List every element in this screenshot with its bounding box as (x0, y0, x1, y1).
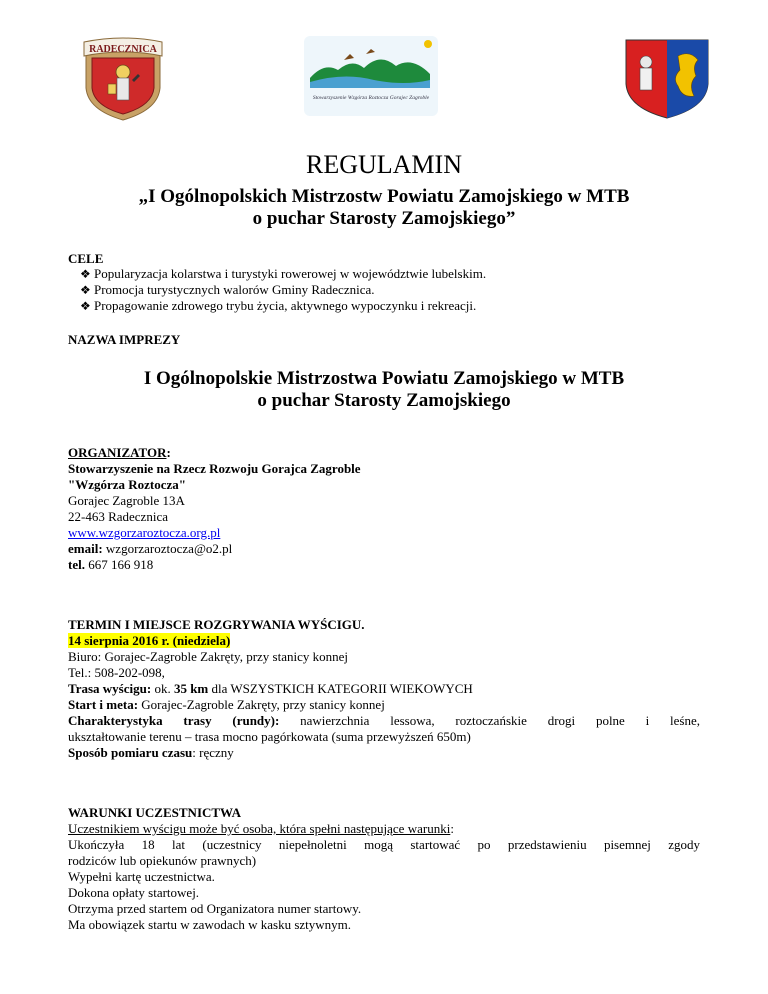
trasa-post: dla WSZYSTKICH KATEGORII WIEKOWYCH (208, 681, 473, 696)
crest-text: RADECZNICA (89, 44, 157, 55)
organizator-address1: Gorajec Zagroble 13A (68, 493, 185, 508)
cele-item (80, 266, 486, 282)
cele-item-text: Propagowanie zdrowego trybu życia, aktywnego wypoczynku i rekreacji. (94, 298, 477, 313)
start-label: Start i meta: (68, 697, 139, 712)
center-logo-text: Stowarzyszenie Wzgórza Roztocza Gorajec Zagroble (312, 95, 430, 101)
diamond-bullet-icon: ❖ (80, 299, 91, 313)
termin-heading: TERMIN I MIEJSCE ROZGRYWANIA WYŚCIGU. (68, 617, 365, 632)
warunki-line1b: rodziców lub opiekunów prawnych) (68, 853, 257, 868)
diamond-bullet-icon: ❖ (80, 267, 91, 281)
tel-value: 667 166 918 (84, 557, 154, 572)
trasa-pre: ok. (151, 681, 174, 696)
organizator-tel (68, 557, 153, 573)
trasa-km: 35 km (173, 681, 209, 696)
powiat-zamojski-crest-logo (624, 38, 710, 120)
organizator-heading (68, 445, 171, 461)
event-name-line2: o puchar Starosty Zamojskiego (257, 390, 511, 411)
trasa-label: Trasa wyścigu: (68, 681, 152, 696)
warunki-line3: Dokona opłaty startowej. (68, 885, 200, 900)
warunki-line5: Ma obowiązek startu w zawodach w kasku sztywnym. (68, 917, 352, 932)
organizator-name-line2: "Wzgórza Roztocza" (68, 477, 187, 492)
cele-item-text: Popularyzacja kolarstwa i turystyki rowerowej w województwie lubelskim. (94, 266, 487, 281)
cele-item (80, 282, 375, 298)
organizator-colon: : (166, 445, 171, 460)
warunki-intro (68, 821, 454, 837)
termin-charakterystyka (68, 713, 700, 729)
termin-trasa (68, 681, 473, 697)
start-value: Gorajec-Zagroble Zakręty, przy stanicy konnej (138, 697, 385, 712)
document-title: REGULAMIN (306, 150, 462, 179)
termin-pomiar (68, 745, 234, 761)
warunki-intro-colon: : (450, 821, 454, 836)
termin-tel: Tel.: 508-202-098, (68, 665, 165, 680)
organizator-name-line1: Stowarzyszenie na Rzecz Rozwoju Gorajca Zagroble (68, 461, 361, 476)
email-value: wzgorzaroztocza@o2.pl (102, 541, 233, 556)
pomiar-value: : ręczny (192, 745, 234, 760)
nazwa-heading: NAZWA IMPREZY (68, 332, 181, 347)
cele-heading: CELE (68, 251, 104, 266)
warunki-line1a: Ukończyła 18 lat (uczestnicy niepełnoletni mogą startować po przedstawieniu pisemnej zgody (68, 837, 700, 852)
warunki-intro-text: Uczestnikiem wyścigu może być osoba, która spełni następujące warunki (68, 821, 451, 836)
tel-label: tel. (68, 557, 85, 572)
termin-date-text: 14 sierpnia 2016 r. (niedziela) (68, 633, 231, 648)
pomiar-label: Sposób pomiaru czasu (68, 745, 193, 760)
termin-date (68, 633, 230, 649)
termin-biuro: Biuro: Gorajec-Zagroble Zakręty, przy stanicy konnej (68, 649, 348, 664)
charakterystyka-label: Charakterystyka trasy (rundy): (68, 713, 280, 728)
termin-start-meta (68, 697, 385, 713)
diamond-bullet-icon: ❖ (80, 283, 91, 297)
email-label: email: (68, 541, 103, 556)
cele-item (80, 298, 476, 314)
cele-item-text: Promocja turystycznych walorów Gminy Radecznica. (94, 282, 375, 297)
warunki-line4: Otrzyma przed startem od Organizatora numer startowy. (68, 901, 362, 916)
organizator-website-link[interactable]: www.wzgorzaroztocza.org.pl (68, 525, 221, 540)
termin-charakterystyka-line2: ukształtowanie terenu – trasa mocno pagórkowata (suma przewyższeń 650m) (68, 729, 471, 744)
warunki-heading: WARUNKI UCZESTNICTWA (68, 805, 242, 820)
wzgorza-roztocza-logo (304, 36, 438, 116)
document-subtitle-line2: o puchar Starosty Zamojskiego” (252, 208, 516, 229)
radecznica-crest-logo (80, 36, 166, 122)
warunki-line2: Wypełni kartę uczestnictwa. (68, 869, 215, 884)
charakterystyka-line1: nawierzchnia lessowa, roztoczańskie drogi polne i leśne, (279, 713, 700, 728)
organizator-heading-text: ORGANIZATOR (68, 445, 167, 460)
document-subtitle-line1: „I Ogólnopolskich Mistrzostw Powiatu Zamojskiego w MTB (138, 186, 630, 207)
organizator-email (68, 541, 232, 557)
event-name-line1: I Ogólnopolskie Mistrzostwa Powiatu Zamojskiego w MTB (143, 368, 625, 389)
organizator-address2: 22-463 Radecznica (68, 509, 168, 524)
